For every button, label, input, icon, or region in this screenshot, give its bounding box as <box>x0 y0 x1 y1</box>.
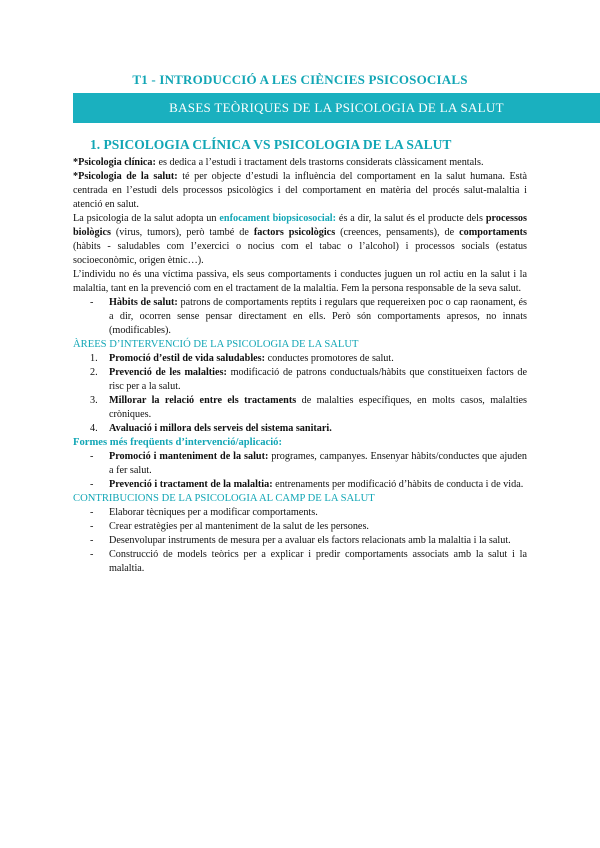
term: Promoció i manteniment de la salut: <box>109 451 269 462</box>
list-number: 3. <box>90 395 98 406</box>
item-text: de malalties específiques, en molts casos, malalties cròniques. <box>109 395 528 420</box>
term: *Psicologia clínica: <box>73 157 156 168</box>
definition-health <box>73 170 527 212</box>
term: Avaluació i millora dels serveis del sistema sanitari. <box>109 423 332 434</box>
term: Hàbits de salut: <box>109 297 178 308</box>
text: és a dir, la salut és el producte dels <box>336 213 486 224</box>
list-item <box>73 506 527 520</box>
list-item <box>73 450 527 478</box>
term: comportaments <box>459 227 527 238</box>
item-text: Crear estratègies per al manteniment de la salut de les persones. <box>109 521 369 532</box>
definition-text: té per objecte d’estudi la influència del comportament en la salut humana. Està centrada en l’estudi dels processos psicològics i del comportament en matèria del procés salut-malaltia i atenció en salut. <box>73 171 528 210</box>
document-body <box>73 136 527 576</box>
areas-heading: ÀREES D’INTERVENCIÓ DE LA PSICOLOGIA DE LA SALUT <box>73 339 359 350</box>
item-text: Elaborar tècniques per a modificar comportaments. <box>109 507 318 518</box>
dash-marker: - <box>90 479 94 490</box>
list-number: 1. <box>90 353 98 364</box>
term: factors psicològics <box>253 227 336 238</box>
item-text: programes, campanyes. Ensenyar hàbits/conductes que ajuden a fer salut. <box>109 451 527 476</box>
list-item <box>73 520 527 534</box>
term: Promoció d’estil de vida saludables: <box>109 353 266 364</box>
forms-list <box>73 450 527 492</box>
definition-text: es dedica a l’estudi i tractament dels trastorns considerats clàssicament mentals. <box>155 157 484 168</box>
term: Millorar la relació entre els tractaments <box>109 395 297 406</box>
dash-marker: - <box>90 451 94 462</box>
list-item <box>73 478 527 492</box>
forms-heading: Formes més freqüents d’intervenció/aplicació: <box>73 437 282 448</box>
item-text: entrenaments per modificació d’hàbits de conducta i de vida. <box>272 479 524 490</box>
term: processos biològics <box>73 213 527 238</box>
dash-marker: - <box>90 521 94 532</box>
list-number: 2. <box>90 367 98 378</box>
contributions-list <box>73 506 527 576</box>
item-text: conductes promotores de salut. <box>265 353 394 364</box>
contributions-heading: CONTRIBUCIONS DE LA PSICOLOGIA AL CAMP DE LA SALUT <box>73 493 375 504</box>
dash-marker: - <box>90 507 94 518</box>
text: (hàbits - saludables com l’exercici o nocius com el tabac o l’alcohol) i processos socials (estatus socioeconòmic, origen ètnic…). <box>73 241 527 266</box>
term: Prevenció de les malalties: <box>109 367 227 378</box>
highlighted-term: enfocament biopsicosocial: <box>219 213 337 224</box>
areas-list <box>73 352 527 436</box>
section-banner: BASES TEÒRIQUES DE LA PSICOLOGIA DE LA SALUT <box>73 93 600 123</box>
text: (creences, pensaments), de <box>335 227 460 238</box>
item-text: modificació de patrons conductuals/hàbits que constitueixen factors de risc per a la salut. <box>109 367 528 392</box>
list-item <box>73 352 527 366</box>
term: *Psicologia de la salut: <box>73 171 178 182</box>
list-item <box>73 548 527 576</box>
definition-clinical <box>73 156 527 170</box>
text: La psicologia de la salut adopta un <box>73 213 220 224</box>
item-text: Desenvolupar instruments de mesura per a avaluar els factors relacionats amb la malaltia i la salut. <box>109 535 511 546</box>
list-item <box>73 394 527 422</box>
dash-marker: - <box>90 549 94 560</box>
term: Prevenció i tractament de la malaltia: <box>109 479 273 490</box>
text: (virus, tumors), però també de <box>110 227 254 238</box>
list-item <box>73 296 527 338</box>
section-heading: 1. PSICOLOGIA CLÍNICA VS PSICOLOGIA DE LA SALUT <box>90 137 452 152</box>
item-text: Construcció de models teòrics per a explicar i predir comportaments associats amb la salut i la malaltia. <box>109 549 527 574</box>
document-title: T1 - INTRODUCCIÓ A LES CIÈNCIES PSICOSOCIALS <box>132 72 468 87</box>
list-number: 4. <box>90 423 98 434</box>
dash-marker: - <box>90 535 94 546</box>
list-item <box>73 366 527 394</box>
list-item <box>73 534 527 548</box>
paragraph-individual: L’individu no és una víctima passiva, els seus comportaments i conductes juguen un rol actiu en la salut i la malaltia, tant en la prevenció com en el tractament de la malaltia. Fem la persona responsable de la seva salut. <box>73 269 527 294</box>
item-text: patrons de comportaments reptits i regulars que requereixen poc o cap raonament, és a dir, ocorren sense pensar directament en ells. Però són comportaments apresos, no innats (modificables). <box>109 297 527 336</box>
list-item <box>73 422 527 436</box>
paragraph-biopsychosocial <box>73 212 527 268</box>
dash-marker: - <box>90 297 94 308</box>
